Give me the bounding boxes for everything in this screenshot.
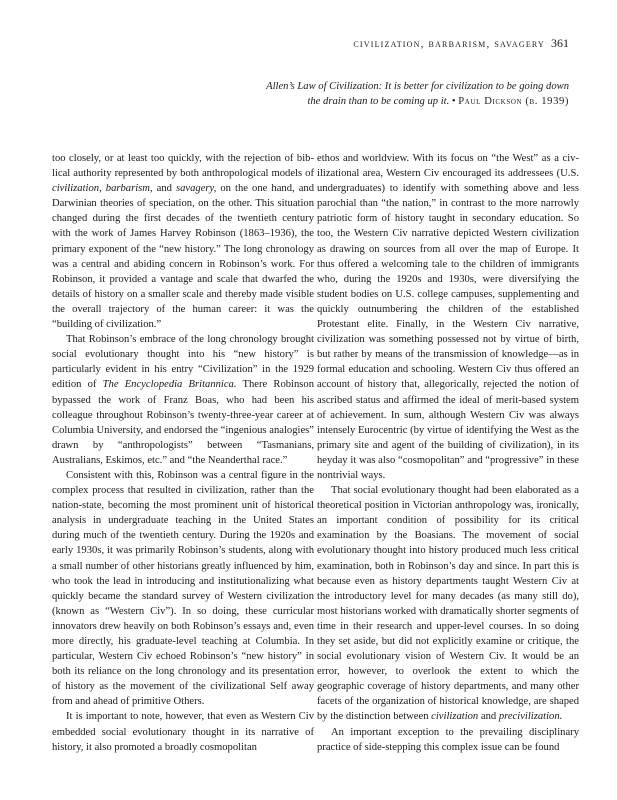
text-run: Consistent with this, Robinson was a central figure in the complex process that resulted in civilization, rather than the nation-state, becoming the most prominent unit of historical analysis in undergraduate teaching in the United States during much of the twentieth century. During the 1920s and early 1930s, it was primarily Robinson’s students, along with a small number of other historians greatly influenced by him, who took the lead in introducing and institutionalizing what quickly became the standard survey of Western civilization (known as “Western Civ”). In so doing, these curricular innovators drew heavily on both Robinson’s essays and, even more directly, his graduate-level teaching at Columbia. In particular, Western Civ echoed Robinson’s “new history” in both its reliance on the long chronology and its presentation of history as the movement of the civilizational Self away from and ahead of primitive Others. xyxy=(52,469,314,708)
epigraph-quote-line1: Allen’s Law of Civilization: It is better for civilization to be going down xyxy=(266,81,569,92)
running-head xyxy=(353,36,569,51)
paragraph xyxy=(52,709,314,754)
text-run: ethos and worldview. With its focus on “the West” as a civilizational area, Western Civ encouraged its addressees (U.S. undergraduates) to identify with something above and less parochial than “the nation,” in contrast to the more narrowly patriotic form of history taught in secondary education. So too, the Western Civ narrative depicted Western civilization as drawing on sources from all over the map of Europe. It thus offered a welcoming tale to the children of immigrants who, during the 1920s and 1930s, were diversifying the student bodies on U.S. college campuses, supplementing and quickly outnumbering the children of the established Protestant elite. Finally, in the Western Civ narrative, civilization was something possessed not by virtue of birth, but rather by means of the transmission of knowledge—as in formal education and schooling. Western Civ thus offered an account of history that, allegorically, rejected the notion of ascribed status and affirmed the ideal of merit-based system of achievement. In sum, although Western Civ was always intensely Eurocentric (by virtue of identifying the West as the primary site and agent of the building of civilization), in its heyday it was also “cosmopolitan” and “progressive” in these nontrivial ways. xyxy=(317,153,579,481)
text-run: too closely, or at least too quickly, with the rejection of biblical authority represented by both anthropological models of xyxy=(52,153,314,180)
paragraph xyxy=(317,725,579,755)
epigraph-bullet: • xyxy=(451,96,456,107)
text-run: It is important to note, however, that even as Western Civ embedded social evolutionary thought in its narrative of history, it also promoted a broadly cosmopolitan xyxy=(52,711,314,753)
paragraph xyxy=(52,151,314,332)
page-number: 361 xyxy=(551,36,569,50)
text-run: There Robinson bypassed the work of Franz Boas, who had been his colleague throughout Robinson’s twenty-three-year career at Columbia University, and endorsed the “ingenious analogies” drawn by “anthropologists” between “Tasmanians, Australians, Eskimos, etc.” and “the Neanderthal race.” xyxy=(52,379,314,466)
paragraph xyxy=(52,468,314,710)
italic-text: civilization, barbarism, xyxy=(52,183,153,195)
running-title: civilization, barbarism, savagery xyxy=(353,38,545,50)
text-run: That social evolutionary thought had been elaborated as a theoretical position in Victorian anthropology was, ironically, an important condition of possibility for its critical examination by the Boasians. The movement of social evolutionary thought into history produced much less critical examination, both in Robinson’s day and since. In part this is because even as history departments taught Western Civ at the introductory level for many decades (as many still do), most historians worked with dramatically shorter segments of time in their research and upper-level courses. In so doing they set aside, but did not explicitly examine or critique, the social evolutionary vision of Western Civ. It would be an error, however, to overlook the extent to which the geographic coverage of history departments, and many other facets of the organization of historical knowledge, are shaped by the distinction between xyxy=(317,485,579,723)
text-run: on the one hand, and Darwinian theories of speciation, on the other. This situation changed during the first decades of the twentieth century with the work of James Harvey Robinson (1863–1936), the primary exponent of the “new history.” The long chronology was a central and abiding concern in Robinson’s work. For Robinson, it provided a vantage and scale that dwarfed the details of history on a smaller scale and thereby made visible the overall trajectory of the human career: it was the “building of civilization.” xyxy=(52,183,314,331)
right-column xyxy=(317,151,579,755)
text-run: and xyxy=(152,183,177,195)
epigraph-quote-line2: the drain than to be coming up it. xyxy=(307,96,450,107)
epigraph xyxy=(229,79,569,109)
italic-text: The Encyclopedia Britannica. xyxy=(102,379,237,391)
italic-text: savagery, xyxy=(176,183,217,195)
text-run: and xyxy=(478,711,499,723)
left-column xyxy=(52,151,314,755)
text-run: That Robinson’s embrace of the long chronology brought social evolutionary thought into his “new history” is particularly evident in his entry “Civilization” in the 1929 edition of xyxy=(52,334,314,391)
epigraph-attribution: Paul Dickson (b. 1939) xyxy=(458,96,569,107)
paragraph xyxy=(317,483,579,725)
text-run: An important exception to the prevailing disciplinary practice of side-stepping this complex issue can be found xyxy=(317,726,579,753)
paragraph xyxy=(317,151,579,483)
italic-text: precivilization. xyxy=(498,711,563,723)
paragraph xyxy=(52,332,314,468)
italic-text: civilization xyxy=(431,711,479,723)
